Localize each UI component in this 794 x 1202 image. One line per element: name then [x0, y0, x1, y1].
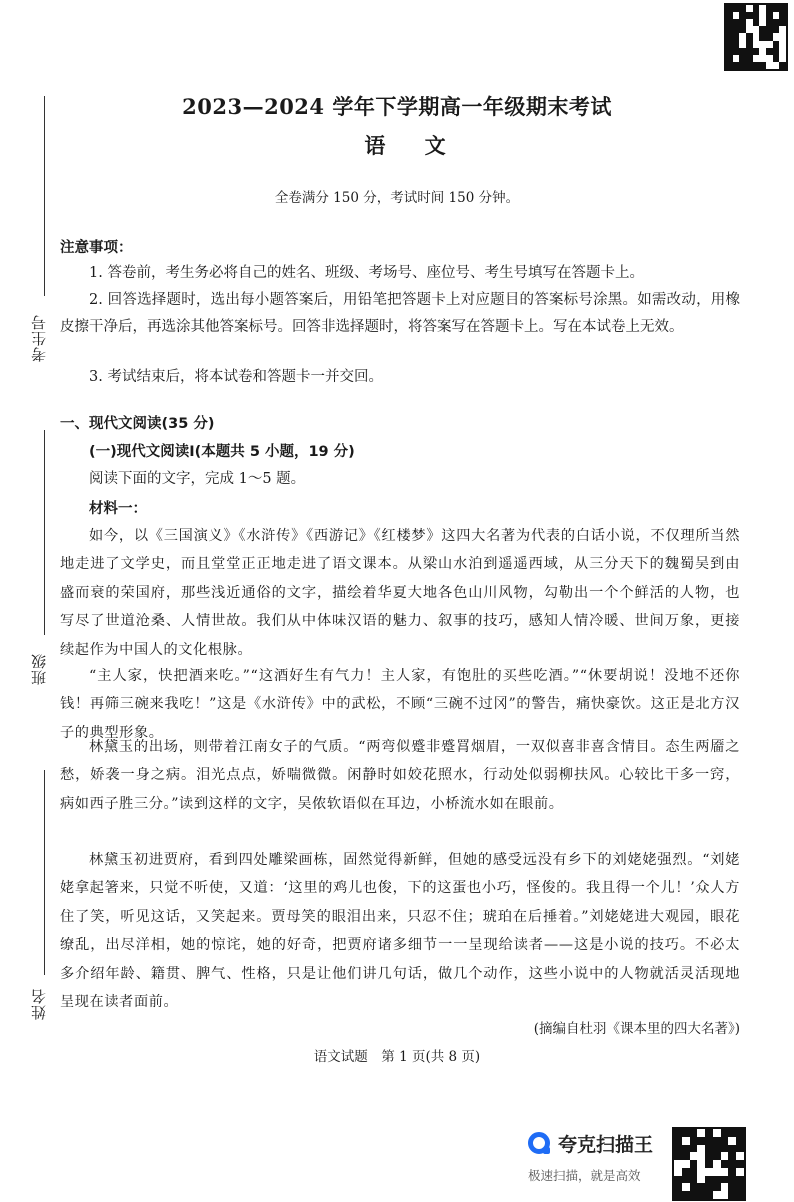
qr-module [739, 19, 746, 26]
qr-module [690, 1168, 698, 1176]
section-subtitle: (一)现代文阅读Ⅰ(本题共 5 小题，19 分) [89, 444, 355, 460]
qr-module [736, 1176, 744, 1184]
qr-module [682, 1152, 690, 1160]
qr-module [674, 1152, 682, 1160]
qr-module [773, 5, 780, 12]
qr-module [697, 1160, 705, 1168]
qr-module [753, 33, 760, 40]
qr-module [726, 26, 733, 33]
qr-module [766, 62, 773, 69]
qr-module [766, 26, 773, 33]
qr-module [728, 1137, 736, 1145]
qr-module [733, 41, 740, 48]
qr-module [705, 1137, 713, 1145]
subject-title: 语 文 [364, 133, 462, 158]
qr-module [733, 33, 740, 40]
qr-module [728, 1191, 736, 1199]
qr-module [736, 1137, 744, 1145]
qr-module [773, 19, 780, 26]
qr-module [682, 1168, 690, 1176]
qr-module [726, 62, 733, 69]
qr-module [682, 1137, 690, 1145]
qr-module [721, 1137, 729, 1145]
qr-module [773, 12, 780, 19]
qr-module [721, 1160, 729, 1168]
qr-module [726, 19, 733, 26]
qr-module [726, 55, 733, 62]
qr-module [736, 1183, 744, 1191]
binding-line-middle-2 [44, 770, 45, 975]
qr-module [736, 1191, 744, 1199]
qr-module [733, 19, 740, 26]
qr-module [759, 62, 766, 69]
qr-module [726, 41, 733, 48]
qr-module [728, 1176, 736, 1184]
qr-module [728, 1152, 736, 1160]
qr-module [690, 1183, 698, 1191]
qr-module [713, 1191, 721, 1199]
qr-module [779, 48, 786, 55]
qr-module [705, 1168, 713, 1176]
qr-module [739, 41, 746, 48]
page-footer: 语文试题 第 1 页(共 8 页) [313, 1049, 481, 1065]
qr-module [773, 33, 780, 40]
qr-module [759, 55, 766, 62]
qr-module [746, 12, 753, 19]
qr-module [773, 26, 780, 33]
binding-line-middle-1 [44, 430, 45, 635]
qr-module [728, 1183, 736, 1191]
qr-module [746, 41, 753, 48]
qr-module [674, 1137, 682, 1145]
qr-module [736, 1160, 744, 1168]
qr-module [726, 33, 733, 40]
qr-module [697, 1191, 705, 1199]
qr-module [690, 1137, 698, 1145]
qr-module [690, 1129, 698, 1137]
section-title: 一、现代文阅读(35 分) [60, 416, 215, 432]
qr-module [721, 1129, 729, 1137]
qr-module [779, 26, 786, 33]
source-citation: (摘编自杜羽《课本里的四大名著》) [533, 1021, 740, 1037]
side-label-exam-no: 考生号 [30, 314, 48, 362]
qr-module [736, 1152, 744, 1160]
qr-module [759, 48, 766, 55]
note-item-1: 1. 答卷前，考生务必将自己的姓名、班级、考场号、座位号、考生号填写在答题卡上。 [89, 265, 644, 281]
qr-module [728, 1160, 736, 1168]
qr-module [697, 1176, 705, 1184]
qr-module [779, 62, 786, 69]
qr-module [682, 1191, 690, 1199]
qr-module [697, 1129, 705, 1137]
qr-module [726, 48, 733, 55]
qr-module [713, 1168, 721, 1176]
qr-module [728, 1145, 736, 1153]
material-paragraph-2: “主人家，快把酒来吃。”“这酒好生有气力！主人家，有饱肚的买些吃酒。”“休要胡说！没地不还你钱！再筛三碗来我吃！”这是《水浒传》中的武松，不顾“三碗不过冈”的警告，痛快豪饮。这正是北方汉子的典型形象。 [60, 668, 740, 741]
qr-module [759, 33, 766, 40]
qr-module [721, 1191, 729, 1199]
material-paragraph-4: 林黛玉初进贾府，看到四处雕梁画栋，固然觉得新鲜，但她的感受远没有乡下的刘姥姥强烈。“刘姥姥拿起箸来，只觉不听使，又道：‘这里的鸡儿也俊，下的这蛋也小巧，怪俊的。我且得一个儿！’众人方住了笑，听见这话，又笑起来。贾母笑的眼泪出来，只忍不住；琥珀在后捶着。”刘姥姥进大观园，眼花缭乱，出尽洋相，她的惊诧，她的好奇，把贾府诸多细节一一呈现给读者——这是小说的技巧。不必太多介绍年龄、籍贯、脾气、性格，只是让他们讲几句话，做几个动作，这些小说中的人物就活灵活现地呈现在读者面前。 [60, 852, 740, 1011]
qr-module [759, 26, 766, 33]
qr-module [759, 12, 766, 19]
qr-module [733, 55, 740, 62]
qr-module [690, 1145, 698, 1153]
qr-module [705, 1191, 713, 1199]
qr-module [746, 55, 753, 62]
qr-module [753, 12, 760, 19]
qr-module [739, 48, 746, 55]
qr-module [682, 1145, 690, 1153]
qr-module [733, 12, 740, 19]
qr-module [753, 55, 760, 62]
qr-module [690, 1191, 698, 1199]
qr-module [739, 62, 746, 69]
qr-module [733, 5, 740, 12]
qr-module [766, 33, 773, 40]
qr-module [753, 41, 760, 48]
qr-module [746, 19, 753, 26]
qr-module [713, 1145, 721, 1153]
qr-module [697, 1145, 705, 1153]
qr-module [736, 1168, 744, 1176]
qr-module [766, 41, 773, 48]
qr-module [733, 62, 740, 69]
qr-module [705, 1183, 713, 1191]
qr-module [705, 1145, 713, 1153]
note-item-3: 3. 考试结束后，将本试卷和答题卡一并交回。 [89, 369, 383, 385]
qr-module [736, 1129, 744, 1137]
qr-module [705, 1129, 713, 1137]
qr-module [773, 55, 780, 62]
qr-module [746, 62, 753, 69]
material-paragraph-1: 如今，以《三国演义》《水浒传》《西游记》《红楼梦》这四大名著为代表的白话小说，不仅理所当然地走进了文学史，而且堂堂正正地走进了语文课本。从梁山水泊到遥遥西域，从三分天下的魏蜀吴到由盛而衰的荣国府，那些浅近通俗的文字，描绘着华夏大地各色山川风物，勾勒出一个个鲜活的人物，也写尽了世道沧桑、人情世故。我们从中体味汉语的魅力、叙事的技巧，感知人情冷暖、世间万象，更接续起作为中国人的文化根脉。 [60, 528, 740, 658]
qr-module [690, 1152, 698, 1160]
qr-module [753, 19, 760, 26]
qr-module [739, 55, 746, 62]
qr-module [766, 48, 773, 55]
qr-module [682, 1176, 690, 1184]
qr-module [674, 1145, 682, 1153]
qr-module [697, 1183, 705, 1191]
qr-module [739, 33, 746, 40]
qr-code-top [724, 3, 788, 71]
qr-module [739, 5, 746, 12]
qr-module [779, 5, 786, 12]
qr-module [713, 1160, 721, 1168]
qr-module [753, 48, 760, 55]
qr-module [746, 33, 753, 40]
qr-module [682, 1160, 690, 1168]
qr-module [705, 1152, 713, 1160]
qr-module [739, 26, 746, 33]
qr-module [779, 12, 786, 19]
qr-module [705, 1176, 713, 1184]
qr-module [736, 1145, 744, 1153]
scanner-slogan: 极速扫描，就是高效 [528, 1168, 641, 1183]
qr-module [733, 48, 740, 55]
qr-module [779, 33, 786, 40]
qr-module [759, 19, 766, 26]
qr-module [713, 1152, 721, 1160]
reading-instruction: 阅读下面的文字，完成 1～5 题。 [89, 471, 306, 487]
qr-module [721, 1145, 729, 1153]
qr-module [697, 1152, 705, 1160]
qr-module [746, 5, 753, 12]
qr-module [713, 1183, 721, 1191]
qr-module [726, 12, 733, 19]
qr-module [766, 12, 773, 19]
exam-title: 2023—2024 学年下学期高一年级期末考试 [182, 94, 612, 119]
qr-module [766, 55, 773, 62]
qr-module [739, 12, 746, 19]
qr-module [682, 1129, 690, 1137]
qr-module [746, 48, 753, 55]
qr-module [713, 1137, 721, 1145]
qr-module [674, 1129, 682, 1137]
qr-module [766, 5, 773, 12]
qr-module [753, 26, 760, 33]
qr-module [759, 5, 766, 12]
qr-module [697, 1168, 705, 1176]
qr-module [713, 1176, 721, 1184]
qr-module [705, 1160, 713, 1168]
qr-module [728, 1168, 736, 1176]
side-label-class: 班级 [30, 653, 48, 685]
qr-module [674, 1191, 682, 1199]
qr-module [779, 41, 786, 48]
qr-module [753, 62, 760, 69]
qr-module [721, 1168, 729, 1176]
qr-module [713, 1129, 721, 1137]
material-paragraph-3: 林黛玉的出场，则带着江南女子的气质。“两弯似蹙非蹙罥烟眉，一双似喜非喜含情目。态生两靥之愁，娇袭一身之病。泪光点点，娇喘微微。闲静时如姣花照水，行动处似弱柳扶风。心较比干多一窍，病如西子胜三分。”读到这样的文字，吴侬软语似在耳边，小桥流水如在眼前。 [60, 739, 740, 812]
qr-code-bottom [672, 1127, 746, 1201]
material-label: 材料一： [89, 501, 147, 517]
qr-module [773, 48, 780, 55]
scanner-logo-icon [528, 1132, 550, 1154]
side-label-name: 姓名 [30, 988, 48, 1020]
qr-module [773, 62, 780, 69]
qr-module [728, 1129, 736, 1137]
qr-module [674, 1176, 682, 1184]
qr-module [721, 1152, 729, 1160]
qr-module [733, 26, 740, 33]
notes-title: 注意事项： [60, 240, 133, 256]
score-info: 全卷满分 150 分，考试时间 150 分钟。 [274, 190, 520, 206]
qr-module [721, 1176, 729, 1184]
qr-module [674, 1168, 682, 1176]
qr-module [690, 1160, 698, 1168]
qr-module [773, 41, 780, 48]
qr-module [721, 1183, 729, 1191]
qr-module [759, 41, 766, 48]
qr-module [690, 1176, 698, 1184]
qr-module [779, 55, 786, 62]
qr-module [682, 1183, 690, 1191]
qr-module [746, 26, 753, 33]
qr-module [726, 5, 733, 12]
qr-module [779, 19, 786, 26]
qr-module [697, 1137, 705, 1145]
qr-module [766, 19, 773, 26]
note-item-2: 2. 回答选择题时，选出每小题答案后，用铅笔把答题卡上对应题目的答案标号涂黑。如需改动，用橡皮擦干净后，再选涂其他答案标号。回答非选择题时，将答案写在答题卡上。写在本试卷上无效。 [60, 292, 740, 335]
qr-module [674, 1183, 682, 1191]
qr-module [674, 1160, 682, 1168]
qr-module [753, 5, 760, 12]
scanner-brand-name: 夸克扫描王 [558, 1134, 654, 1156]
